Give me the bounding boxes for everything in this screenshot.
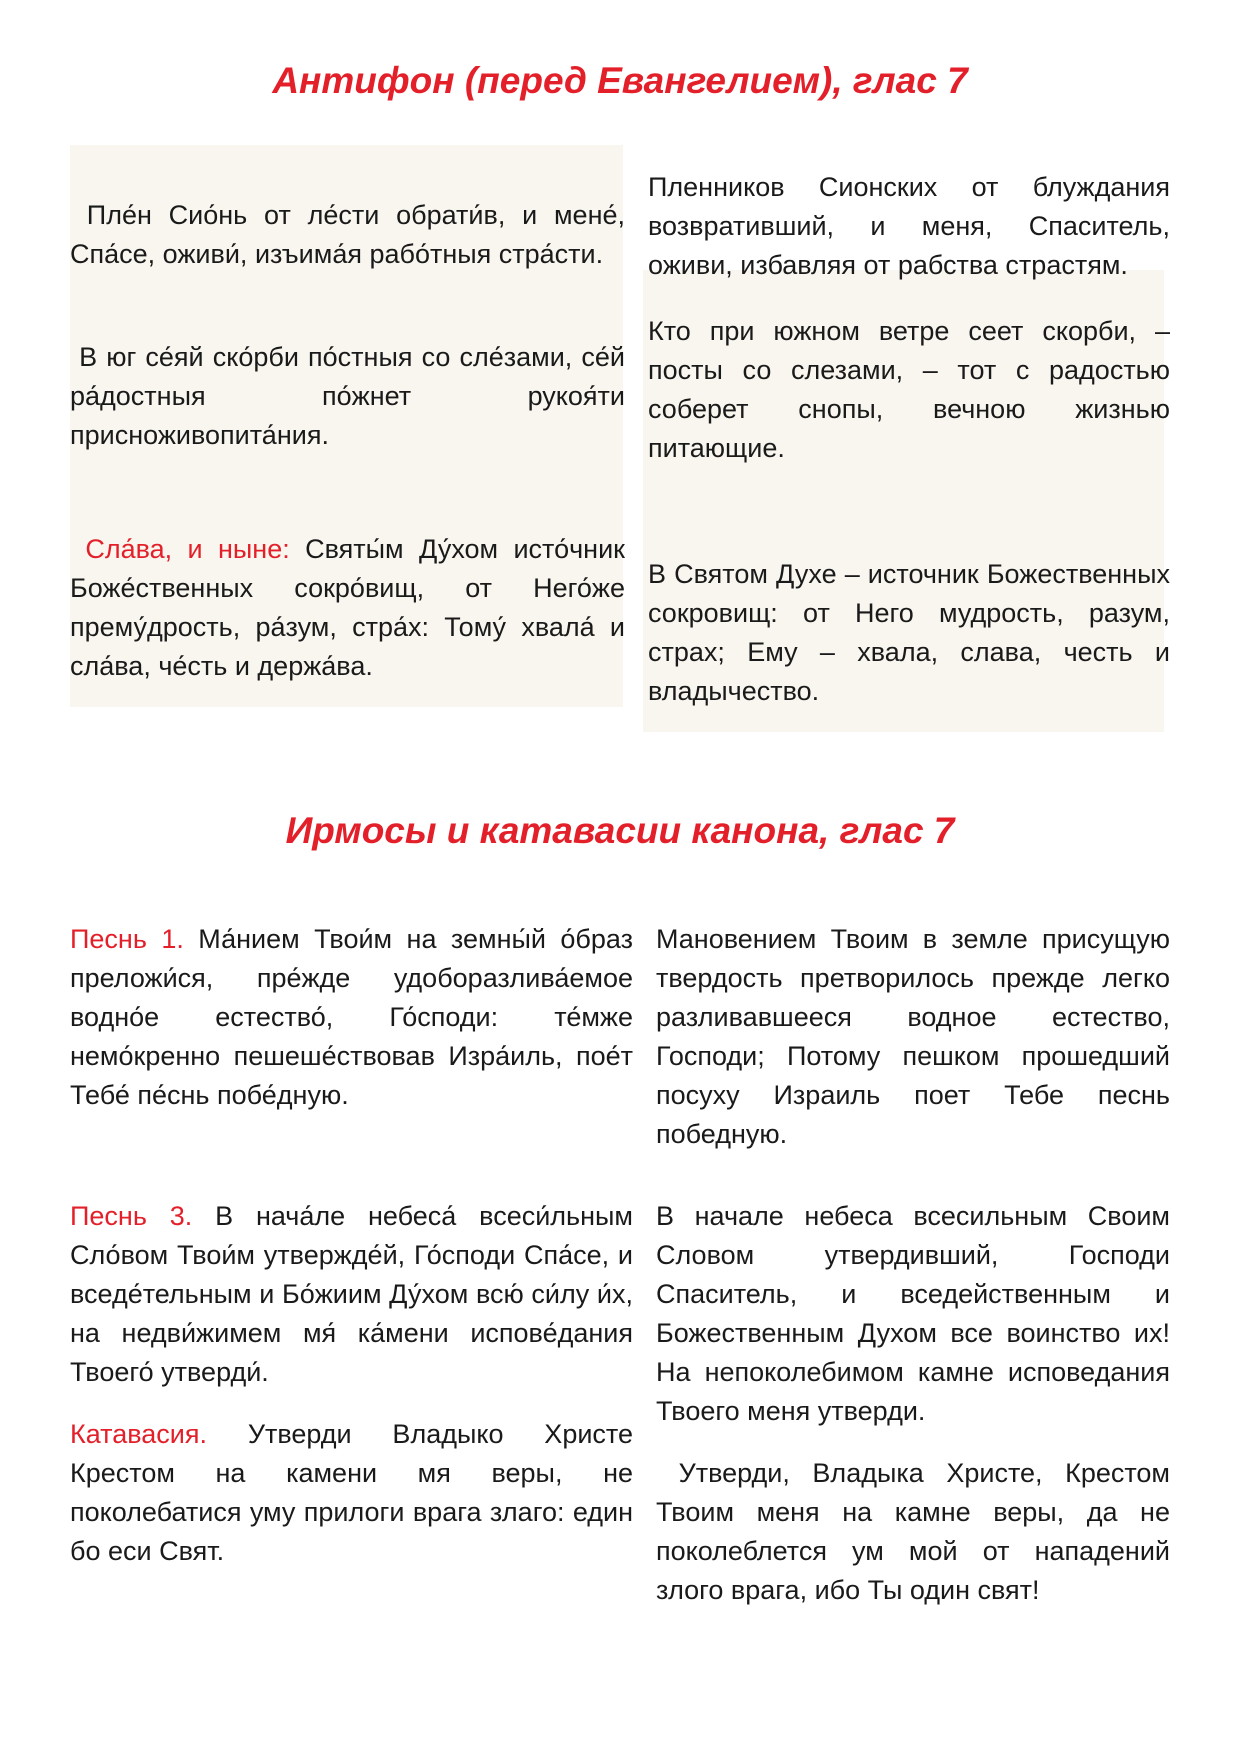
ode-paragraph — [70, 1197, 633, 1392]
katavasia-paragraph — [70, 1415, 633, 1571]
translation-text: Кто при южном ветре сеет скорби, – посты со слезами, – тот с радостью соберет снопы, вечною жизнью питающие. — [648, 316, 1170, 463]
ode-3-slavonic — [70, 1197, 633, 1392]
antiphon-title: Антифон (перед Евангелием), глас 7 — [272, 60, 968, 101]
doxology-paragraph — [70, 530, 625, 686]
ode-label: Песнь 3. — [70, 1201, 216, 1231]
ode-paragraph — [70, 920, 633, 1115]
translation-text: В начале небеса всесильным Своим Словом утвердивший, Господи Спаситель, и вседейственным и Божественным Духом все воинство их! На непоколебимом камне исповедания Твоего меня утверди. — [656, 1201, 1170, 1426]
ode-1-russian — [656, 920, 1170, 1154]
ode-label: Песнь 1. — [70, 924, 199, 954]
translation-text: Утверди, Владыка Христе, Крестом Твоим меня на камне веры, да не поколеблется ум мой от нападений злого врага, ибо Ты один свят! — [656, 1458, 1178, 1605]
katavasia-label: Катавасия. — [70, 1419, 248, 1449]
katavasia-russian — [656, 1454, 1178, 1610]
ode-text: В нача́ле небеса́ всеси́льным Сло́вом Твои́м утвержде́й, Го́споди Спа́се, и вседе́тельным и Бо́жиим Ду́хом всю́ си́лу и́х, на недви́жимем мя́ ка́мени испове́дания Твоего́ утверди́. — [70, 1201, 633, 1387]
katavasia-text: Утверди Владыко Христе Крестом на камени мя веры, не поколебатися уму прилоги врага злаго: един бо еси Свят. — [70, 1419, 633, 1566]
antiphon-right-verse-1 — [648, 168, 1170, 285]
translation-text: В Святом Духе – источник Божественных сокровищ: от Него мудрость, разум, страх; Ему – хвала, слава, честь и владычество. — [648, 559, 1170, 706]
verse-text: В юг се́яй ско́рби по́стныя со сле́зами, се́й ра́достныя по́жнет рукоя́ти присноживопита́ния. — [70, 342, 633, 450]
irmos-title: Ирмосы и катавасии канона, глас 7 — [285, 810, 955, 851]
antiphon-left-doxology — [70, 530, 625, 686]
antiphon-right-verse-2 — [648, 312, 1170, 468]
katavasia-slavonic — [70, 1415, 633, 1571]
ode-3-russian — [656, 1197, 1170, 1431]
antiphon-left-verse-1 — [70, 196, 633, 274]
antiphon-right-doxology — [648, 555, 1170, 711]
translation-text: Пленников Сионских от блуждания возвративший, и меня, Спаситель, оживи, избавляя от рабства страстям. — [648, 172, 1170, 280]
translation-text: Мановением Твоим в земле присущую твердость претворилось прежде легко разливавшееся водное естество, Господи; Потому пешком прошедший посуху Израиль поет Тебе песнь победную. — [656, 924, 1170, 1149]
ode-1-slavonic — [70, 920, 633, 1115]
doxology-label: Сла́ва, и ныне: — [70, 534, 306, 564]
ode-text: Ма́нием Твои́м на земны́й о́браз преложи́ся, пре́жде удоборазлива́емое водно́е естество́, Го́споди: те́мже немо́кренно пешеше́ствовав Изра́иль, пое́т Тебе́ пе́снь побе́дную. — [70, 924, 634, 1110]
antiphon-left-verse-2 — [70, 338, 633, 455]
doxology-text: Святы́м Ду́хом исто́чник Боже́ственных сокро́вищ, от Него́же прему́дрость, ра́зум, стра́х: Тому́ хвала́ и сла́ва, че́сть и держа́ва. — [70, 534, 625, 681]
verse-text: Пле́н Сио́нь от ле́сти обрати́в, и мене́, Спа́се, оживи́, изъима́я рабо́тныя стра́сти. — [70, 200, 633, 269]
